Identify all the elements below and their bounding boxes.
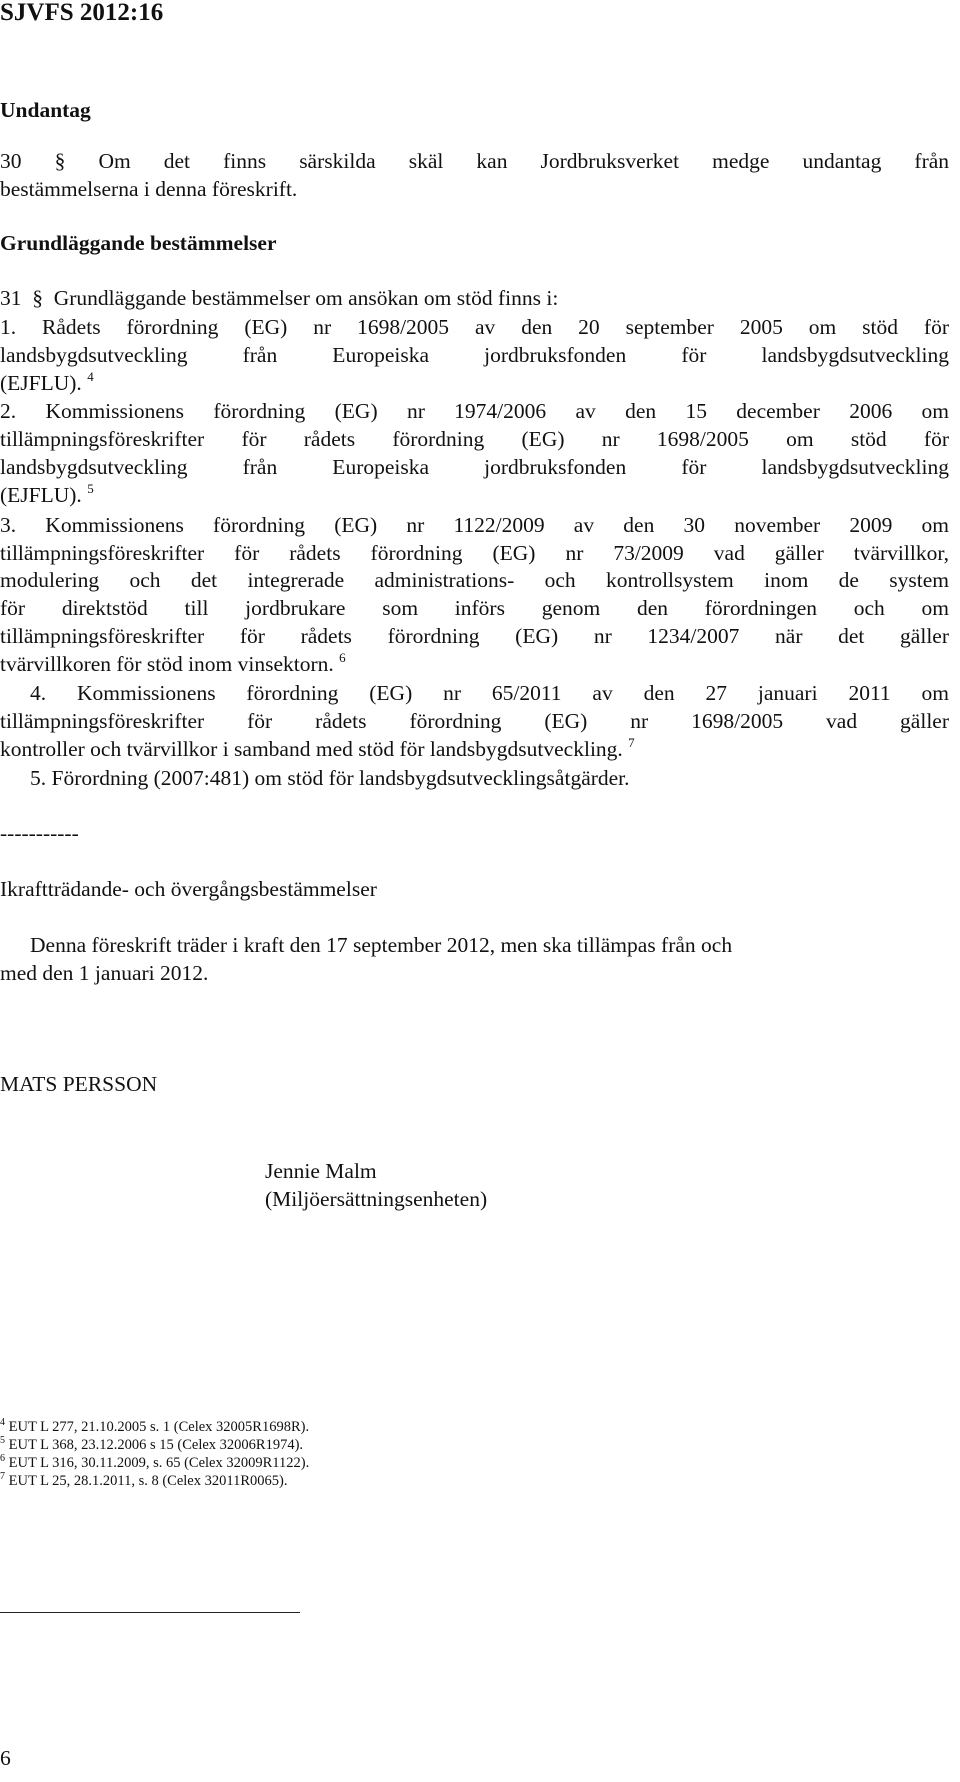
section-heading-undantag: Undantag xyxy=(0,98,91,122)
footnote-ref: 4 xyxy=(87,369,94,384)
list-item-3-line-4: för direktstöd till jordbrukare som införs genom den förordningen och om xyxy=(0,596,949,620)
signature-primary: MATS PERSSON xyxy=(0,1072,158,1096)
list-item-2-line-2: tillämpningsföreskrifter för rådets förordning (EG) nr 1698/2005 om stöd för xyxy=(0,427,949,451)
footnote-4: $^4$ EUT L 277, 21.10.2005 s. 1 (Celex 32005R1698R). xyxy=(0,1417,310,1435)
footnote-6: $^6$ EUT L 316, 30.11.2009, s. 65 (Celex 32009R1122). xyxy=(0,1453,310,1471)
footnote-ref: 7 xyxy=(628,735,635,750)
list-item-3-line-2: tillämpningsföreskrifter för rådets förordning (EG) nr 73/2009 vad gäller tvärvillkor, xyxy=(0,541,949,565)
section-heading-ikraft: Ikraftträdande- och övergångsbestämmelser xyxy=(0,877,377,901)
paragraph-30-line-1: 30 § Om det finns särskilda skäl kan Jordbruksverket medge undantag från xyxy=(0,149,950,173)
document-code: SJVFS 2012:16 xyxy=(0,0,164,26)
ikraft-line-1: Denna föreskrift träder i kraft den 17 september 2012, men ska tillämpas från och xyxy=(30,933,733,957)
list-item-1-line-3: (EJFLU). $^4$ xyxy=(0,369,94,395)
list-item-1-line-2: landsbygdsutveckling från Europeiska jordbruksfonden för landsbygdsutveckling xyxy=(0,343,949,367)
list-item-2-line-4: (EJFLU). $^5$ xyxy=(0,481,94,507)
paragraph-number: 31 xyxy=(0,286,22,310)
list-item-4-line-2: tillämpningsföreskrifter för rådets förordning (EG) nr 1698/2005 vad gäller xyxy=(0,709,949,733)
section-sign: § xyxy=(54,149,66,173)
list-item-3-line-6: tvärvillkoren för stöd inom vinsektorn. $^6$ xyxy=(0,650,346,676)
footnote-5: $^5$ EUT L 368, 23.12.2006 s 15 (Celex 32006R1974). xyxy=(0,1435,304,1453)
paragraph-31-intro: 31 § Grundläggande bestämmelser om ansökan om stöd finns i: xyxy=(0,286,559,310)
list-item-2-line-1: 2. Kommissionens förordning (EG) nr 1974/2006 av den 15 december 2006 om xyxy=(0,399,949,423)
footnote-separator-rule xyxy=(0,1612,300,1613)
page-number: 6 xyxy=(0,1746,11,1770)
footnote-ref: 5 xyxy=(87,481,94,496)
signature-secondary-unit: (Miljöersättningsenheten) xyxy=(265,1187,488,1211)
signature-secondary-name: Jennie Malm xyxy=(265,1159,377,1183)
section-sign: § xyxy=(32,286,43,310)
footnote-ref: 6 xyxy=(339,650,346,665)
list-item-4-line-3: kontroller och tvärvillkor i samband med stöd för landsbygdsutveckling. $^7$ xyxy=(0,735,635,761)
ikraft-line-2: med den 1 januari 2012. xyxy=(0,961,209,985)
list-item-4-line-1: 4. Kommissionens förordning (EG) nr 65/2011 av den 27 januari 2011 om xyxy=(30,681,949,705)
paragraph-number: 30 xyxy=(0,149,22,173)
list-item-3-line-3: modulering och det integrerade administrations- och kontrollsystem inom de system xyxy=(0,568,949,592)
paragraph-30-line-2: bestämmelserna i denna föreskrift. xyxy=(0,177,298,201)
list-item-1-line-1: 1. Rådets förordning (EG) nr 1698/2005 av den 20 september 2005 om stöd för xyxy=(0,315,949,339)
section-heading-grundlaggande: Grundläggande bestämmelser xyxy=(0,231,277,255)
list-item-2-line-3: landsbygdsutveckling från Europeiska jordbruksfonden för landsbygdsutveckling xyxy=(0,455,949,479)
separator-dashes: ----------- xyxy=(0,821,79,845)
list-item-3-line-5: tillämpningsföreskrifter för rådets förordning (EG) nr 1234/2007 när det gäller xyxy=(0,624,949,648)
list-item-3-line-1: 3. Kommissionens förordning (EG) nr 1122/2009 av den 30 november 2009 om xyxy=(0,513,949,537)
footnote-7: $^7$ EUT L 25, 28.1.2011, s. 8 (Celex 32011R0065). xyxy=(0,1471,288,1489)
list-item-5: 5. Förordning (2007:481) om stöd för landsbygdsutvecklingsåtgärder. xyxy=(30,766,630,790)
